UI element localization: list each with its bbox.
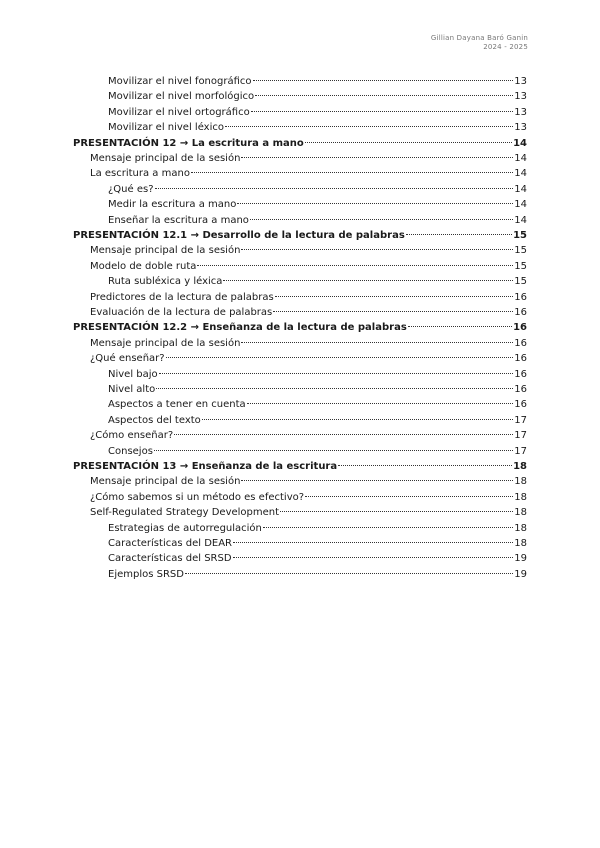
toc-entry-label: ¿Cómo enseñar?	[90, 430, 174, 442]
toc-leader-dots	[223, 280, 513, 281]
toc-entry[interactable]	[90, 151, 527, 166]
toc-entry[interactable]	[108, 89, 527, 104]
toc-leader-dots	[247, 403, 514, 404]
toc-leader-dots	[233, 542, 513, 543]
toc-entry[interactable]	[90, 490, 527, 505]
toc-entry-page: 15	[514, 276, 527, 288]
toc-entry-page: 17	[514, 430, 527, 442]
toc-leader-dots	[241, 480, 513, 481]
header-author: Gillian Dayana Baró Ganin	[430, 34, 528, 42]
toc-entry-label: Consejos	[108, 445, 153, 457]
toc-entry-page: 16	[514, 353, 527, 365]
toc-entry-page: 16	[514, 307, 527, 318]
toc-entry[interactable]	[90, 474, 527, 489]
page-header	[431, 34, 528, 52]
toc-leader-dots	[275, 296, 514, 297]
toc-entry-label: Movilizar el nivel fonográfico	[108, 76, 252, 87]
toc-leader-dots	[159, 373, 514, 374]
toc-leader-dots	[305, 142, 512, 143]
toc-entry-page: 14	[514, 183, 527, 195]
toc-leader-dots	[241, 342, 513, 343]
toc-entry[interactable]	[108, 120, 527, 135]
toc-entry-label: Estrategias de autorregulación	[108, 522, 262, 534]
toc-entry[interactable]	[90, 290, 527, 305]
toc-entry-page: 16	[514, 399, 527, 411]
toc-entry[interactable]	[108, 397, 527, 412]
toc-entry-page: 13	[514, 122, 527, 134]
toc-leader-dots	[154, 450, 513, 451]
toc-entry-page: 13	[514, 76, 527, 87]
toc-entry-page: 14	[514, 168, 527, 180]
toc-leader-dots	[237, 203, 513, 204]
toc-entry-page: 13	[514, 106, 527, 118]
toc-leader-dots	[197, 265, 513, 266]
toc-entry-page: 19	[514, 553, 527, 565]
toc-entry[interactable]	[108, 382, 527, 397]
toc-entry-label: Self-Regulated Strategy Development	[90, 507, 280, 519]
toc-entry-label: Aspectos a tener en cuenta	[108, 399, 246, 411]
toc-entry[interactable]	[108, 413, 527, 428]
toc-entry-label: PRESENTACIÓN 12 → La escritura a mano	[73, 137, 304, 149]
toc-entry-page: 16	[514, 368, 527, 380]
toc-entry-label: Movilizar el nivel morfológico	[108, 91, 255, 103]
toc-leader-dots	[280, 511, 513, 512]
toc-entry-label: ¿Qué es?	[108, 183, 154, 195]
toc-leader-dots	[241, 157, 513, 158]
toc-entry[interactable]	[73, 459, 527, 474]
toc-entry-page: 19	[514, 568, 527, 580]
toc-entry[interactable]	[73, 320, 527, 335]
toc-leader-dots	[225, 126, 513, 127]
toc-leader-dots	[250, 219, 513, 220]
toc-entry-page: 14	[514, 153, 527, 164]
toc-entry-label: PRESENTACIÓN 13 → Enseñanza de la escritura	[73, 461, 338, 472]
toc-entry-label: PRESENTACIÓN 12.2 → Enseñanza de la lectura de palabras	[73, 322, 407, 334]
toc-entry-page: 14	[513, 137, 527, 149]
toc-entry-page: 18	[514, 507, 527, 519]
toc-leader-dots	[156, 388, 513, 389]
toc-leader-dots	[202, 419, 513, 420]
toc-leader-dots	[241, 249, 513, 250]
toc-entry-label: Movilizar el nivel ortográfico	[108, 106, 250, 118]
toc-entry[interactable]	[90, 351, 527, 366]
toc-entry[interactable]	[108, 521, 527, 536]
toc-entry[interactable]	[108, 551, 527, 566]
toc-entry-label: Enseñar la escritura a mano	[108, 214, 249, 226]
toc-entry-label: Mensaje principal de la sesión	[90, 245, 241, 257]
toc-entry-page: 15	[514, 245, 527, 257]
toc-entry[interactable]	[108, 74, 527, 89]
toc-entry[interactable]	[108, 367, 527, 382]
toc-leader-dots	[338, 465, 512, 466]
toc-entry-label: Medir la escritura a mano	[108, 199, 237, 211]
toc-entry[interactable]	[90, 259, 527, 274]
toc-entry-page: 14	[514, 214, 527, 226]
toc-leader-dots	[253, 80, 514, 81]
toc-leader-dots	[174, 434, 513, 435]
toc-entry-label: Evaluación de la lectura de palabras	[90, 307, 273, 318]
toc-entry-label: ¿Cómo sabemos si un método es efectivo?	[90, 491, 305, 503]
toc-entry-page: 16	[513, 322, 527, 334]
toc-entry-page: 16	[514, 384, 527, 395]
toc-entry-page: 16	[514, 291, 527, 303]
toc-entry-label: Características del SRSD	[108, 553, 232, 565]
toc-entry-label: Nivel bajo	[108, 368, 158, 380]
toc-entry[interactable]	[108, 444, 527, 459]
toc-entry-page: 16	[514, 337, 527, 349]
toc-entry-page: 15	[513, 230, 527, 241]
toc-leader-dots	[305, 496, 513, 497]
toc-entry-label: ¿Qué enseñar?	[90, 353, 165, 365]
toc-leader-dots	[263, 527, 513, 528]
header-year: 2024 - 2025	[483, 43, 528, 51]
toc-leader-dots	[166, 357, 514, 358]
toc-entry[interactable]	[90, 243, 527, 258]
toc-leader-dots	[185, 573, 513, 574]
toc-entry[interactable]	[108, 536, 527, 551]
toc-leader-dots	[408, 326, 512, 327]
toc-entry[interactable]	[90, 336, 527, 351]
toc-leader-dots	[251, 111, 514, 112]
toc-entry[interactable]	[90, 166, 527, 181]
toc-entry[interactable]	[108, 182, 527, 197]
toc-leader-dots	[255, 95, 513, 96]
toc-entry-page: 17	[514, 445, 527, 457]
toc-entry-label: La escritura a mano	[90, 168, 190, 180]
toc-leader-dots	[273, 311, 513, 312]
toc-leader-dots	[406, 234, 512, 235]
toc-entry-page: 17	[514, 414, 527, 426]
toc-entry[interactable]	[73, 228, 527, 243]
toc-entry-label: Ruta subléxica y léxica	[108, 276, 223, 288]
toc-entry[interactable]	[90, 305, 527, 320]
toc-entry-label: Ejemplos SRSD	[108, 568, 184, 580]
toc-entry[interactable]	[108, 197, 527, 212]
toc-entry-page: 18	[514, 522, 527, 534]
toc-entry-page: 18	[514, 491, 527, 503]
toc-entry-label: Mensaje principal de la sesión	[90, 153, 241, 164]
toc-entry-label: Mensaje principal de la sesión	[90, 337, 241, 349]
toc-leader-dots	[191, 172, 513, 173]
toc-leader-dots	[233, 557, 514, 558]
toc-entry[interactable]	[108, 105, 527, 120]
toc-entry[interactable]	[108, 213, 527, 228]
toc-entry-page: 18	[514, 538, 527, 549]
toc-entry-label: Mensaje principal de la sesión	[90, 476, 241, 488]
toc-entry-page: 15	[514, 260, 527, 272]
toc-entry-page: 18	[513, 461, 527, 472]
toc-entry[interactable]	[90, 428, 527, 443]
toc-entry[interactable]	[90, 505, 527, 520]
toc-entry-page: 18	[514, 476, 527, 488]
toc-entry-label: Nivel alto	[108, 384, 156, 395]
toc-entry-label: Aspectos del texto	[108, 414, 201, 426]
toc-entry-page: 13	[514, 91, 527, 103]
toc-entry[interactable]	[73, 136, 527, 151]
toc-entry-label: Modelo de doble ruta	[90, 260, 197, 272]
toc-entry-label: PRESENTACIÓN 12.1 → Desarrollo de la lectura de palabras	[73, 230, 405, 241]
toc-entry-label: Predictores de la lectura de palabras	[90, 291, 274, 303]
toc-entry[interactable]	[108, 274, 527, 289]
toc-entry-label: Movilizar el nivel léxico	[108, 122, 224, 134]
toc-entry-page: 14	[514, 199, 527, 211]
toc-leader-dots	[155, 188, 514, 189]
toc-entry[interactable]	[108, 567, 527, 582]
toc-entry-label: Características del DEAR	[108, 538, 232, 549]
